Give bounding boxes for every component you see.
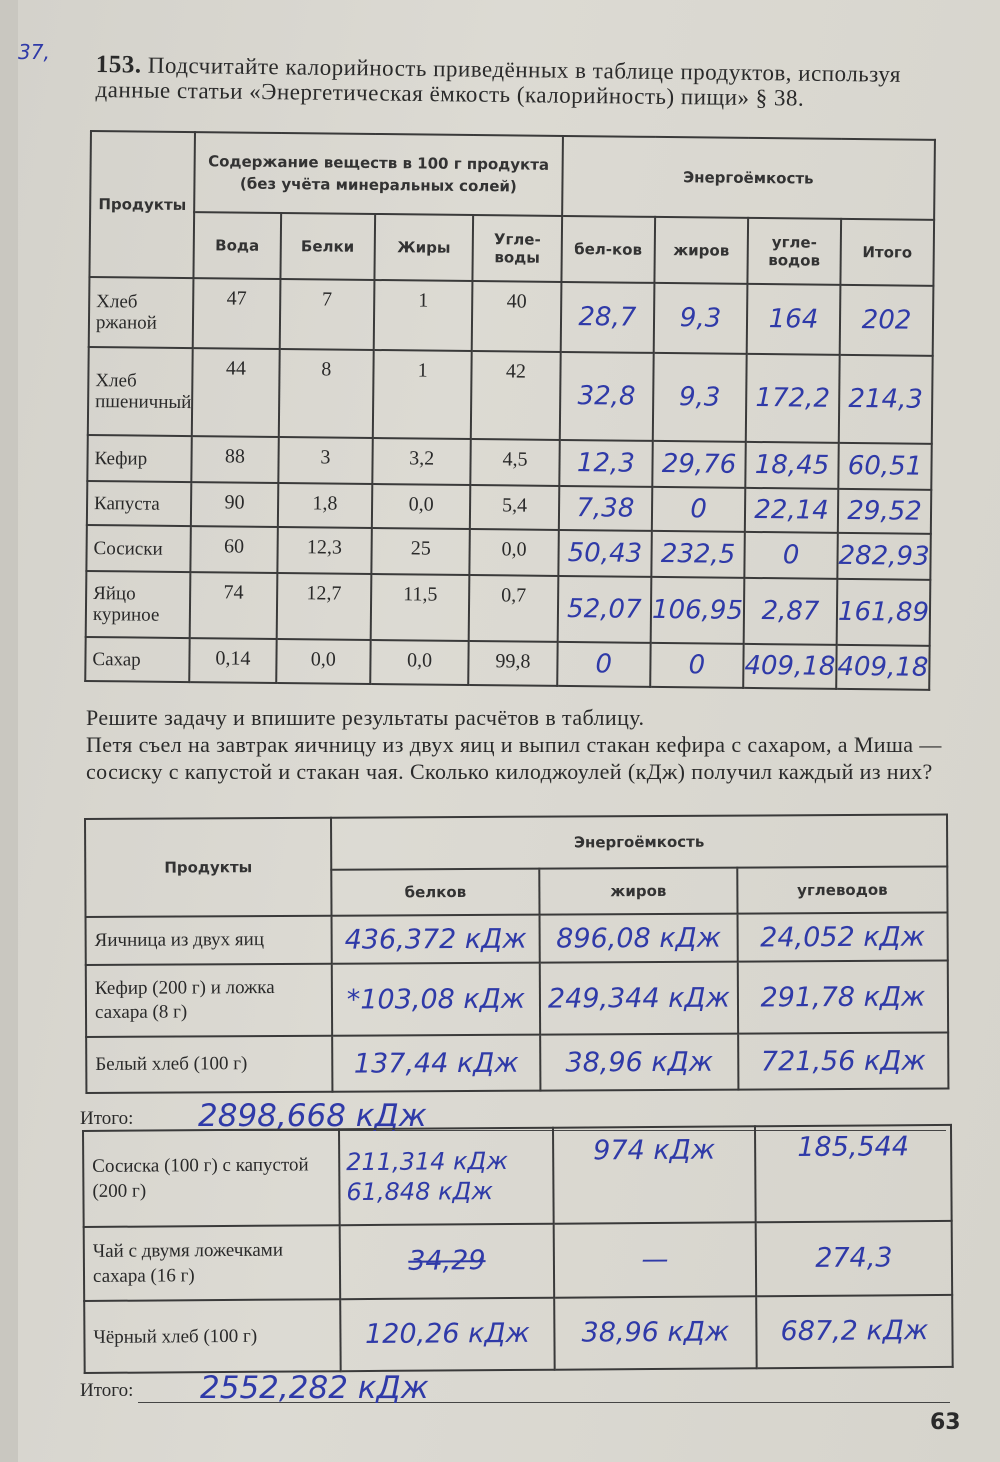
product-name: Кефир	[87, 435, 192, 482]
table-row	[85, 637, 929, 690]
total-value-petya: 2898,668 кДж	[198, 1098, 427, 1134]
e-fats-cell: 232,5	[651, 531, 744, 578]
carbs-cell: 24,052 кДж	[738, 912, 948, 961]
calorie-table	[84, 130, 936, 691]
col-energy: Энергоёмкость	[331, 814, 947, 869]
e-total-cell: 202	[840, 285, 934, 356]
fats-cell: 38,96 кДж	[554, 1296, 756, 1369]
proteins-cell: 34,29	[340, 1224, 555, 1299]
proteins-cell: 1,8	[277, 483, 372, 528]
product-name: Яичница из двух яиц	[86, 916, 332, 965]
proteins-cell: 120,26 кДж	[340, 1298, 554, 1371]
e-proteins-cell: 7,38	[559, 486, 653, 531]
e-total-cell: 214,3	[839, 355, 933, 444]
fats-cell: 25	[371, 528, 470, 575]
col-proteins: белков	[331, 869, 539, 916]
product-name: Чёрный хлеб (100 г)	[84, 1299, 340, 1373]
product-name: Хлеб ржаной	[89, 277, 194, 348]
problem-text: Петя съел на завтрак яичницу из двух яиц и выпил стакан кефира с сахаром, а Миша — сосиску с капустой и стакан чая. Сколько килоджоулей (кДж) получил каждый из них?	[86, 732, 942, 784]
water-cell: 74	[190, 572, 277, 639]
table-row	[86, 960, 948, 1037]
e-proteins-cell: 0	[557, 642, 651, 687]
product-name: Капуста	[87, 481, 192, 526]
fats-cell: 0,0	[370, 640, 469, 685]
proteins-cell: 436,372 кДж	[332, 915, 540, 964]
fats-cell: 38,96 кДж	[540, 1034, 738, 1091]
carbs-cell: 721,56 кДж	[738, 1032, 948, 1089]
product-name: Хлеб пшеничный	[88, 347, 193, 436]
proteins-value-sausage: 211,314 кДж	[346, 1147, 509, 1177]
proteins-cell: 12,3	[277, 527, 372, 574]
e-carbs-cell: 0	[744, 532, 838, 579]
task-heading	[95, 52, 926, 112]
water-cell: 60	[191, 526, 278, 573]
col-products: Продукты	[85, 818, 332, 917]
col-products: Продукты	[89, 131, 195, 278]
e-proteins-cell: 32,8	[559, 352, 653, 441]
proteins-cell: 7	[279, 279, 374, 350]
fats-cell: 11,5	[371, 574, 470, 641]
product-name: Чай с двумя ложечками сахара (16 г)	[84, 1225, 341, 1301]
textbook-page	[18, 0, 1000, 1462]
carbs-cell: 185,544	[755, 1125, 952, 1222]
table-row	[83, 1125, 952, 1227]
proteins-cell: 3	[278, 437, 373, 484]
table-row	[84, 1295, 952, 1373]
col-proteins: Белки	[280, 213, 375, 280]
proteins-cell	[339, 1128, 554, 1225]
total-value-misha: 2552,282 кДж	[200, 1370, 429, 1406]
fats-cell: 249,344 кДж	[540, 962, 738, 1035]
carbs-cell: 274,3	[756, 1221, 953, 1296]
product-name: Белый хлеб (100 г)	[86, 1036, 332, 1093]
e-total-cell: 409,18	[836, 645, 929, 690]
e-carbs-cell: 2,87	[744, 578, 838, 645]
col-fats: Жиры	[374, 214, 473, 281]
e-carbs-cell: 22,14	[745, 488, 838, 533]
petya-energy-table	[84, 813, 949, 1094]
task-text: Подсчитайте калорийность приведённых в таблице продуктов, используя данные статьи «Энергетическая ёмкость (калорийность) пищи» § 38.	[95, 52, 902, 111]
e-total-cell: 60,51	[838, 443, 931, 490]
e-total-cell: 29,52	[838, 489, 931, 534]
carbs-cell: 0,7	[469, 575, 558, 642]
total-label-misha: Итого:	[80, 1380, 134, 1401]
table-row	[86, 1032, 948, 1093]
table-row	[88, 347, 933, 444]
e-fats-cell: 106,95	[651, 577, 745, 644]
proteins-value-cabbage: 61,848 кДж	[346, 1177, 494, 1207]
col-fats: жиров	[539, 868, 737, 915]
table-row	[89, 277, 934, 356]
fats-cell: 896,08 кДж	[540, 914, 738, 963]
carbs-cell: 0,0	[470, 529, 559, 576]
misha-energy-table	[82, 1124, 954, 1374]
carbs-cell: 40	[472, 281, 561, 352]
product-name: Сосиски	[86, 525, 191, 572]
carbs-cell: 5,4	[470, 485, 559, 530]
proteins-cell: 0,0	[276, 639, 371, 684]
fats-cell: 974 кДж	[553, 1126, 756, 1223]
col-carbs: углеводов	[737, 866, 947, 913]
table-row	[84, 1221, 952, 1301]
fats-cell: 1	[373, 350, 472, 439]
total-label-petya: Итого:	[80, 1108, 134, 1129]
margin-note: 37,	[18, 40, 50, 64]
e-fats-cell: 9,3	[653, 353, 747, 442]
carbs-cell: 687,2 кДж	[756, 1295, 952, 1368]
proteins-cell: 137,44 кДж	[332, 1035, 540, 1092]
water-cell: 44	[192, 348, 279, 437]
col-carbs: Угле-воды	[473, 215, 562, 282]
proteins-cell: 8	[278, 349, 373, 438]
e-carbs-cell: 409,18	[743, 644, 836, 689]
fats-cell: —	[554, 1222, 757, 1297]
e-carbs-cell: 18,45	[745, 442, 839, 489]
page-number: 63	[930, 1410, 961, 1435]
carbs-cell: 291,78 кДж	[738, 960, 948, 1033]
proteins-cell: *103,08 кДж	[332, 963, 540, 1036]
e-proteins-cell: 28,7	[560, 282, 654, 353]
e-fats-cell: 9,3	[654, 283, 748, 354]
carbs-cell: 99,8	[468, 641, 557, 686]
carbs-cell: 42	[471, 351, 560, 440]
table-row	[86, 912, 948, 965]
e-fats-cell: 0	[650, 643, 743, 688]
e-total-cell: 161,89	[837, 579, 931, 646]
col-water: Вода	[194, 212, 281, 279]
product-name: Кефир (200 г) и ложка сахара (8 г)	[86, 964, 332, 1037]
col-e-fats: жиров	[654, 217, 748, 284]
product-name: Яйцо куриное	[86, 571, 191, 638]
e-proteins-cell: 12,3	[559, 440, 653, 487]
col-energy: Энергоёмкость	[562, 136, 935, 220]
proteins-cell: 12,7	[276, 573, 371, 640]
col-content: Содержание веществ в 100 г продукта (без учёта минеральных солей)	[194, 132, 562, 216]
water-cell: 47	[193, 278, 280, 349]
col-e-carbs: угле-водов	[747, 218, 841, 285]
water-cell: 90	[191, 482, 278, 527]
carbs-cell: 4,5	[471, 439, 560, 486]
product-name: Сахар	[85, 637, 190, 682]
e-proteins-cell: 52,07	[557, 576, 651, 643]
e-total-cell: 282,93	[837, 533, 930, 580]
e-carbs-cell: 164	[747, 284, 841, 355]
col-e-proteins: бел-ков	[561, 216, 655, 283]
instruction-text: Решите задачу и впишите результаты расчётов в таблицу.	[86, 705, 645, 730]
fats-cell: 3,2	[372, 438, 471, 485]
fats-cell: 1	[374, 280, 473, 351]
e-carbs-cell: 172,2	[746, 354, 840, 443]
e-proteins-cell: 50,43	[558, 530, 652, 577]
water-cell: 0,14	[189, 638, 276, 683]
table-row	[86, 571, 931, 646]
product-name: Сосиска (100 г) с капустой (200 г)	[83, 1129, 340, 1227]
col-e-total: Итого	[840, 219, 934, 286]
task-number: 153.	[95, 51, 142, 79]
e-fats-cell: 29,76	[652, 441, 745, 488]
water-cell: 88	[192, 436, 279, 483]
e-fats-cell: 0	[652, 487, 745, 532]
fats-cell: 0,0	[372, 484, 471, 529]
